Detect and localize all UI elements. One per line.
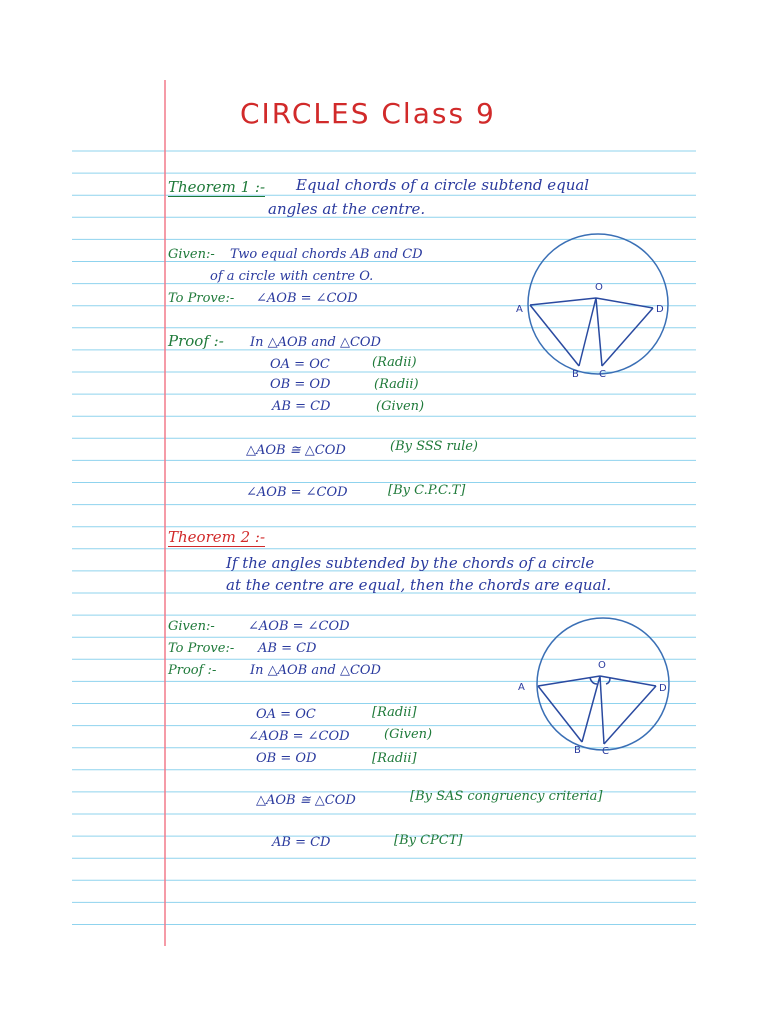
radius-od <box>600 676 656 686</box>
theorem2-to-prove-label: To Prove:- <box>168 641 235 656</box>
theorem1-congruence-reason: (By SSS rule) <box>390 439 479 454</box>
radius-ob <box>579 298 596 366</box>
theorem2-step2-reason: (Given) <box>384 727 433 742</box>
theorem2-step3-reason: [Radii] <box>372 751 417 766</box>
label-c: C <box>602 746 609 757</box>
theorem2-proof-intro: In △AOB and △COD <box>250 663 381 678</box>
theorem2-step1-reason: [Radii] <box>372 705 417 720</box>
chord-cd <box>604 686 656 744</box>
theorem1-to-prove: ∠AOB = ∠COD <box>256 291 358 306</box>
theorem2-circle-diagram <box>506 606 706 766</box>
theorem2-step3-stmt: OB = OD <box>256 751 317 766</box>
theorem1-proof-label: Proof :- <box>168 332 224 350</box>
theorem1-statement-line1: Equal chords of a circle subtend equal <box>296 176 590 194</box>
label-a: A <box>518 682 525 693</box>
theorem1-step3-reason: (Given) <box>376 399 425 414</box>
theorem2-congruence: △AOB ≅ △COD <box>256 793 356 808</box>
circle <box>528 234 668 374</box>
theorem1-step1-stmt: OA = OC <box>270 357 330 372</box>
label-d: D <box>659 683 667 694</box>
page-title: CIRCLES Class 9 <box>240 97 496 130</box>
chord-ab <box>530 305 579 366</box>
theorem2-step1-stmt: OA = OC <box>256 707 316 722</box>
label-o: O <box>598 660 606 671</box>
chord-cd <box>602 308 653 366</box>
theorem2-congruence-reason: [By SAS congruency criteria] <box>410 789 603 804</box>
label-b: B <box>572 369 579 380</box>
theorem1-circle-diagram <box>500 226 700 386</box>
theorem1-statement-line2: angles at the centre. <box>268 200 426 218</box>
radius-oc <box>596 298 602 366</box>
radius-oa <box>530 298 596 305</box>
angle-mark-aob <box>590 678 597 684</box>
theorem1-given-line1: Two equal chords AB and CD <box>230 247 423 262</box>
theorem2-given: ∠AOB = ∠COD <box>248 619 350 634</box>
theorem1-label: Theorem 1 :- <box>168 178 266 196</box>
theorem2-statement-line2: at the centre are equal, then the chords are equal. <box>226 576 612 594</box>
theorem1-conclusion-reason: [By C.P.C.T] <box>388 483 466 498</box>
theorem1-step2-reason: (Radii) <box>374 377 419 392</box>
theorem2-proof-label: Proof :- <box>168 663 217 678</box>
radius-oc <box>600 676 604 744</box>
theorem1-given-line2: of a circle with centre O. <box>210 269 374 284</box>
label-b: B <box>574 745 581 756</box>
theorem1-step3-stmt: AB = CD <box>272 399 331 414</box>
label-o: O <box>595 282 603 293</box>
theorem1-congruence: △AOB ≅ △COD <box>246 443 346 458</box>
theorem2-statement-line1: If the angles subtended by the chords of a circle <box>226 554 595 572</box>
theorem1-conclusion: ∠AOB = ∠COD <box>246 485 348 500</box>
radius-od <box>596 298 653 308</box>
theorem1-step1-reason: (Radii) <box>372 355 417 370</box>
theorem1-step2-stmt: OB = OD <box>270 377 331 392</box>
radius-ob <box>582 676 600 742</box>
theorem1-to-prove-label: To Prove:- <box>168 291 235 306</box>
label-c: C <box>599 369 606 380</box>
theorem1-given-label: Given:- <box>168 247 215 262</box>
angle-mark-cod <box>606 678 610 684</box>
theorem2-to-prove: AB = CD <box>258 641 317 656</box>
theorem1-proof-intro: In △AOB and △COD <box>250 335 381 350</box>
label-a: A <box>516 304 523 315</box>
theorem2-step2-stmt: ∠AOB = ∠COD <box>248 729 350 744</box>
label-d: D <box>656 304 664 315</box>
theorem2-conclusion-reason: [By CPCT] <box>394 833 463 848</box>
theorem2-given-label: Given:- <box>168 619 215 634</box>
theorem2-label: Theorem 2 :- <box>168 528 266 546</box>
theorem2-conclusion: AB = CD <box>272 835 331 850</box>
